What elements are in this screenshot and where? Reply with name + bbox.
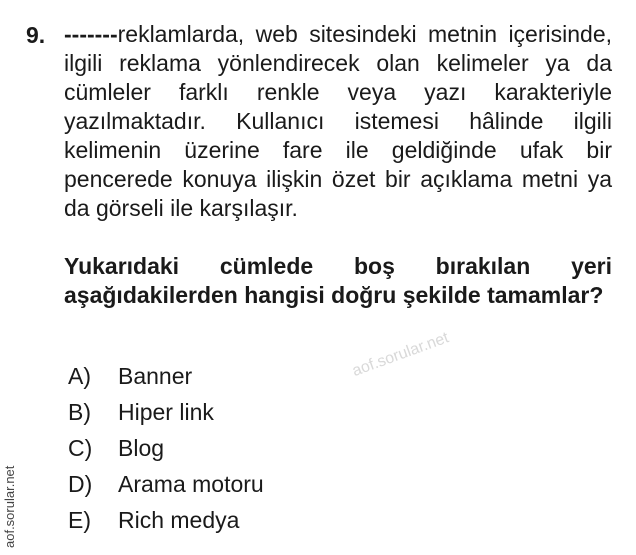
question-stem — [64, 20, 612, 223]
option-text: Rich medya — [118, 507, 240, 533]
option-b[interactable] — [68, 394, 264, 430]
option-letter: D) — [68, 471, 93, 497]
option-text: Arama motoru — [118, 471, 264, 497]
option-letter: A) — [68, 363, 91, 389]
question-number: 9. — [26, 22, 46, 48]
question-prompt: Yukarıdaki cümlede boş bırakılan yeri aşağıdakilerden hangisi doğru şekilde tamamlar? — [64, 253, 612, 308]
option-text: Banner — [118, 363, 193, 389]
option-c[interactable] — [68, 430, 264, 466]
answer-options — [68, 358, 264, 538]
option-letter: E) — [68, 507, 91, 533]
watermark-center: aof.sorular.net — [350, 329, 452, 380]
option-e[interactable] — [68, 502, 264, 538]
option-letter: C) — [68, 435, 93, 461]
option-text: Hiper link — [118, 399, 214, 425]
option-d[interactable] — [68, 466, 264, 502]
option-letter: B) — [68, 399, 91, 425]
option-a[interactable] — [68, 358, 264, 394]
question-stem-text: reklamlarda, web sitesindeki metnin içerisinde, ilgili reklama yönlendirecek olan kelimeler ya da cümleler farklı renkle veya yazı karakteriyle yazılmaktadır. Kullanıcı istemesi hâlinde ilgili kelimenin üzerine fare ile geldiğinde ufak bir pencerede konuya ilişkin özet bir açıklama metni ya da görseli ile karşılaşır. — [64, 21, 612, 221]
watermark-side: aof.sorular.net — [2, 465, 17, 548]
option-text: Blog — [118, 435, 165, 461]
blank-dashes: ------- — [64, 21, 118, 47]
